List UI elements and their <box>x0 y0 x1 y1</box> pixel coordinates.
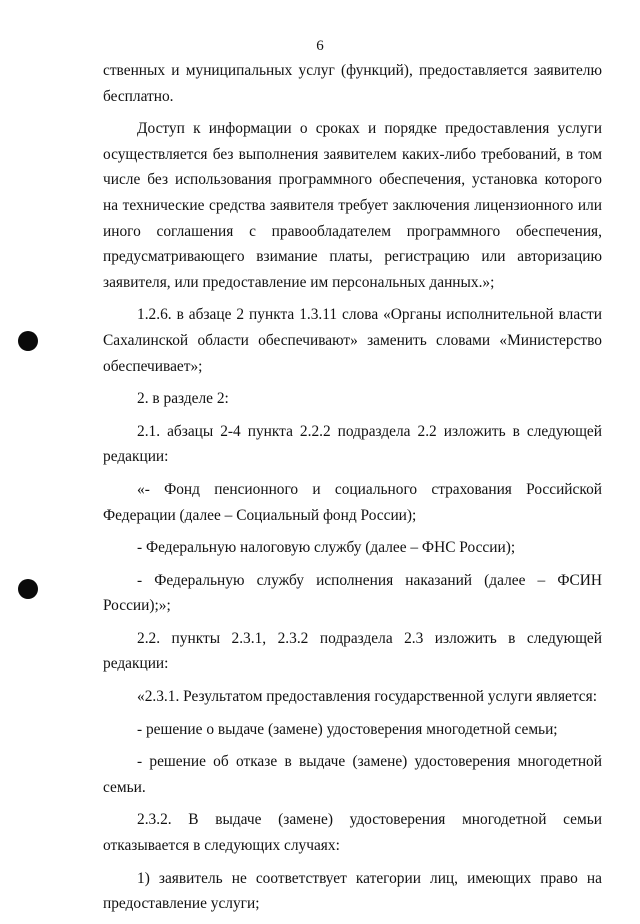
list-item-tax-service: - Федеральную налоговую службу (далее – ФНС России); <box>137 539 516 557</box>
paragraph-continuation: ственных и муниципальных услуг (функций), предоставляется заявителю бесплатно. <box>103 62 602 105</box>
paragraph-access-info: Доступ к информации о сроках и порядке предоставления услуги осуществляется без выполнения заявителем каких-либо требований, в том числе без использования программного обеспечения, установка которого на технические средства заявителя требует заключения лицензионного или иного соглашения с правообладателем программного обеспечения, предусматривающего взимание платы, регистрацию или авторизацию заявителя, или предоставление им персональных данных.»; <box>103 120 602 291</box>
paragraph-2-2: 2.2. пункты 2.3.1, 2.3.2 подраздела 2.3 изложить в следующей редакции: <box>103 629 602 673</box>
page-number: 6 <box>316 38 324 54</box>
punch-hole-icon <box>18 579 38 599</box>
list-item-issue-decision: - решение о выдаче (замене) удостоверения многодетной семьи; <box>137 720 558 738</box>
paragraph-2-3-2: 2.3.2. В выдаче (замене) удостоверения многодетной семьи отказывается в следующих случаях: <box>103 811 602 855</box>
list-item-penitentiary-service: - Федеральную службу исполнения наказаний (далее – ФСИН России);»; <box>103 571 602 615</box>
paragraph-section-2: 2. в разделе 2: <box>137 390 229 408</box>
paragraph-2-1: 2.1. абзацы 2-4 пункта 2.2.2 подраздела 2.2 изложить в следующей редакции: <box>103 422 602 466</box>
document-body <box>103 58 602 924</box>
paragraph-1-2-6: 1.2.6. в абзаце 2 пункта 1.3.11 слова «Органы исполнительной власти Сахалинской области обеспечивают» заменить словами «Министерство обеспечивает»; <box>103 306 602 375</box>
list-item-refusal-reason-1: 1) заявитель не соответствует категории лиц, имеющих право на предоставление услуги; <box>103 869 602 913</box>
paragraph-2-3-1: «2.3.1. Результатом предоставления государственной услуги является: <box>137 688 597 706</box>
list-item-refusal-decision: - решение об отказе в выдаче (замене) удостоверения многодетной семьи. <box>103 753 602 796</box>
list-item-social-fund: «- Фонд пенсионного и социального страхования Российской Федерации (далее – Социальный фонд России); <box>103 480 602 524</box>
punch-hole-icon <box>18 331 38 351</box>
